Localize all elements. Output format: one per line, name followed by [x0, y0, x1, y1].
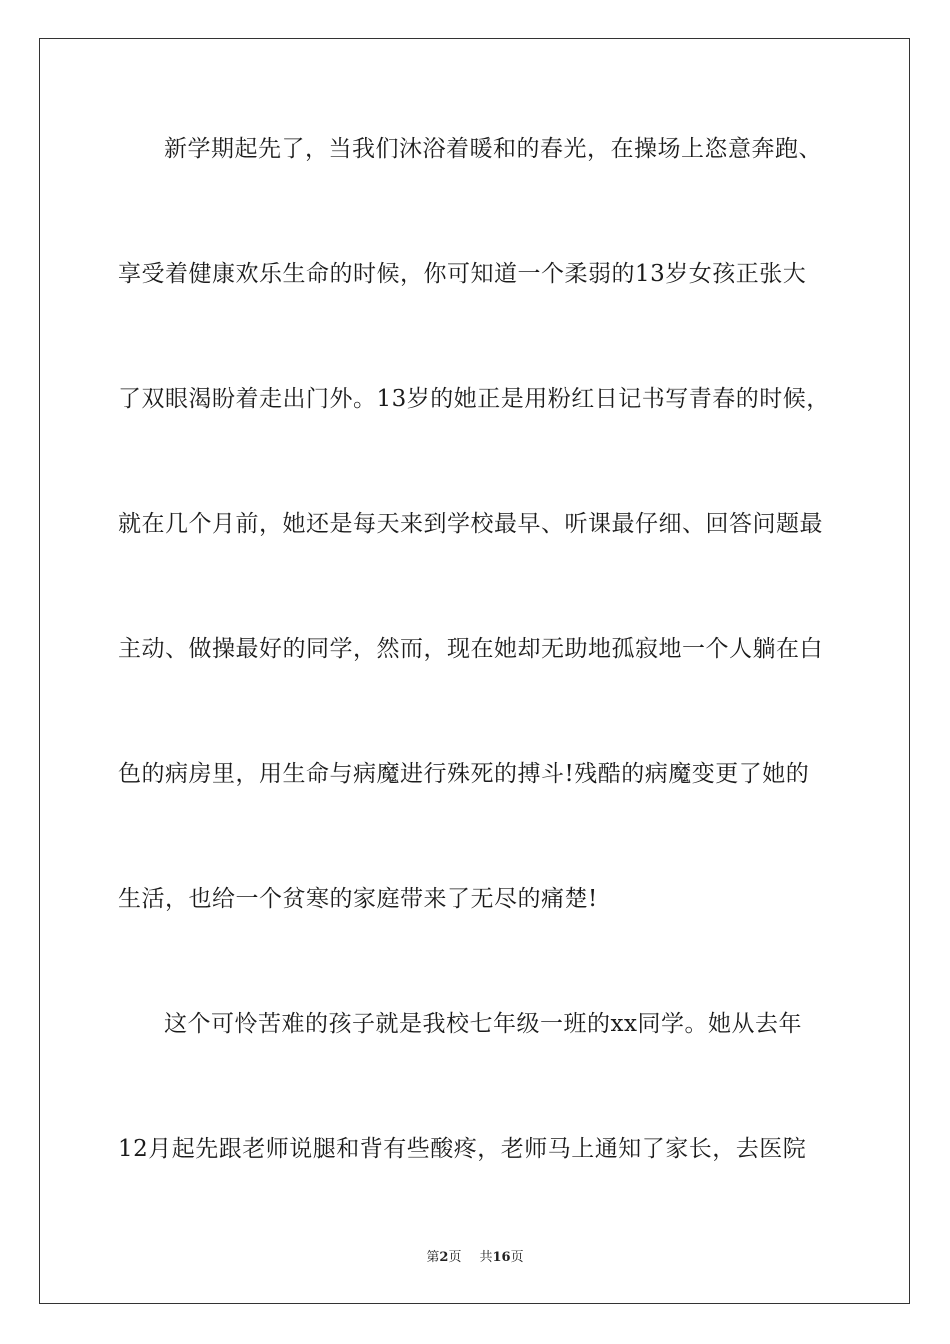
paragraph-line-1: 新学期起先了，当我们沐浴着暖和的春光，在操场上恣意奔跑、: [164, 136, 822, 162]
paragraph-line-9: 12月起先跟老师说腿和背有些酸疼，老师马上通知了家长，去医院: [118, 1136, 807, 1162]
page-frame: [39, 38, 910, 1304]
paragraph-line-8: 这个可怜苦难的孩子就是我校七年级一班的xx同学。她从去年: [164, 1011, 802, 1037]
page-number: 第2页: [426, 1250, 462, 1265]
page-footer: [0, 1246, 950, 1265]
paragraph-line-5: 主动、做操最好的同学，然而，现在她却无助地孤寂地一个人躺在白: [118, 636, 823, 662]
paragraph-line-6: 色的病房里，用生命与病魔进行殊死的搏斗!残酷的病魔变更了她的: [118, 761, 810, 787]
paragraph-line-2: 享受着健康欢乐生命的时候，你可知道一个柔弱的13岁女孩正张大: [118, 261, 807, 287]
page-total: 共16页: [479, 1250, 524, 1265]
paragraph-line-4: 就在几个月前，她还是每天来到学校最早、听课最仔细、回答问题最: [118, 511, 823, 537]
paragraph-line-7: 生活，也给一个贫寒的家庭带来了无尽的痛楚!: [118, 886, 598, 912]
paragraph-line-3: 了双眼渴盼着走出门外。13岁的她正是用粉红日记书写青春的时候，: [118, 386, 830, 412]
